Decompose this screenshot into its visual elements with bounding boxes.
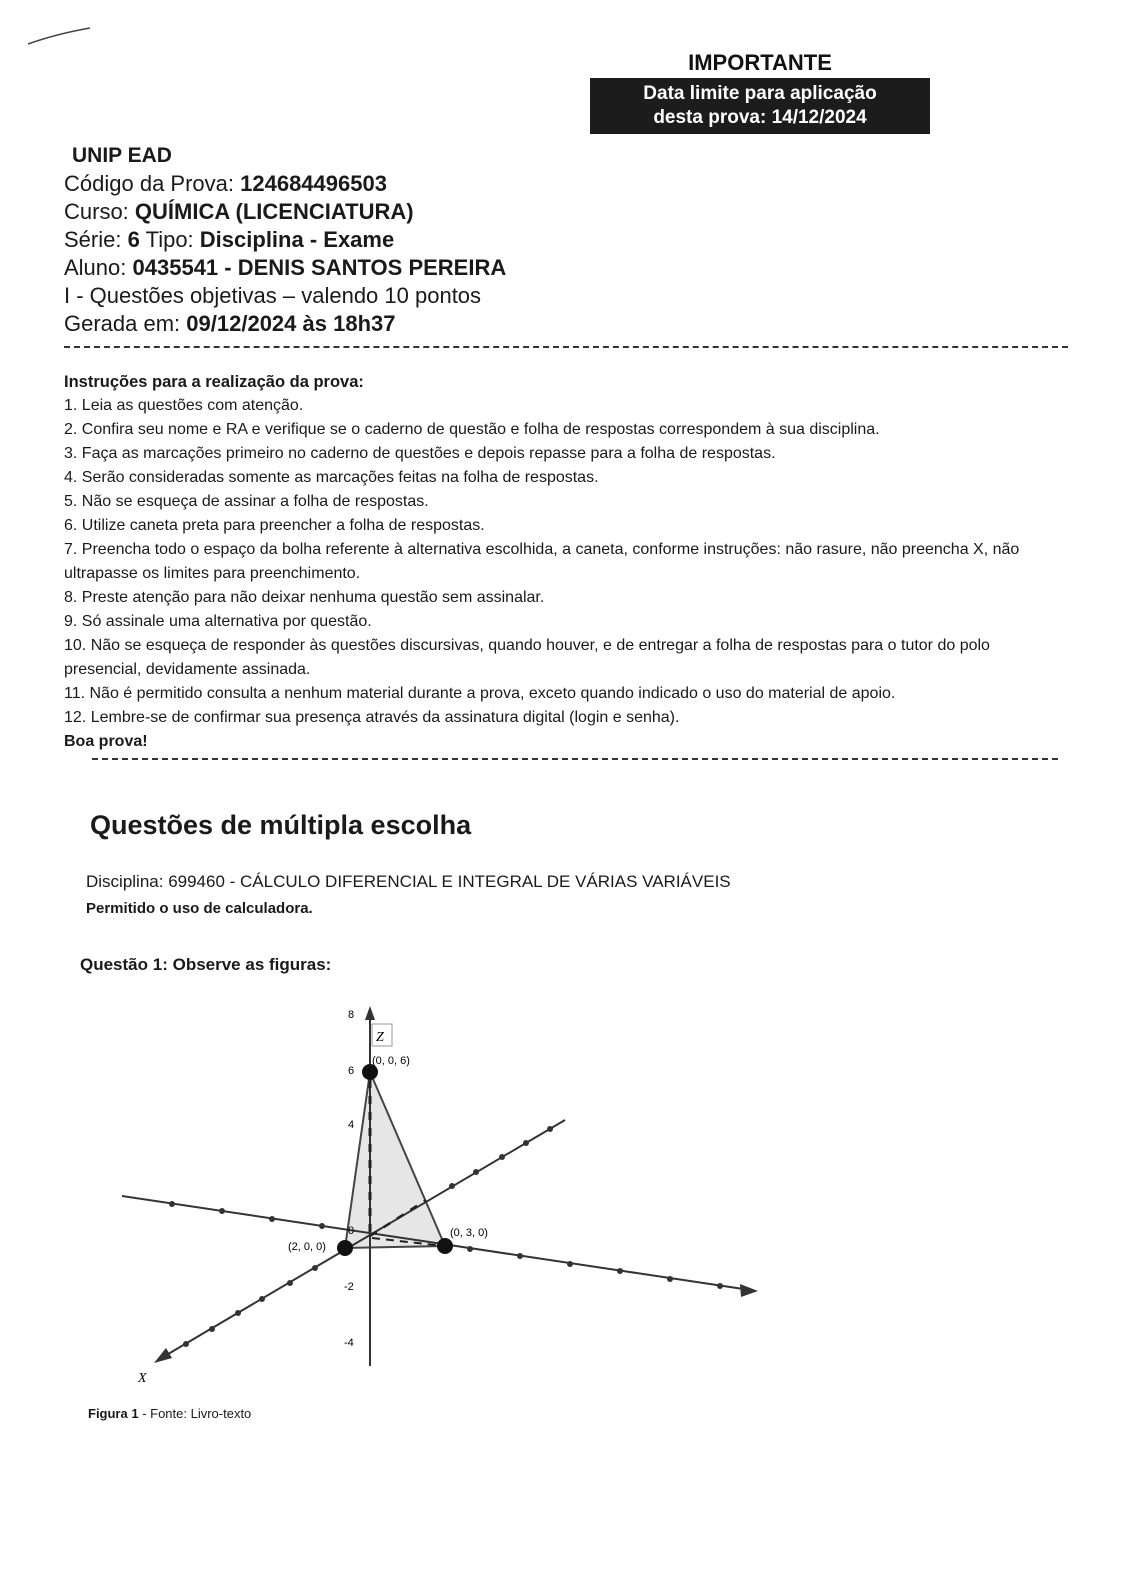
z-axis-arrow bbox=[365, 1006, 375, 1020]
y-axis-arrow bbox=[740, 1284, 758, 1297]
codigo-label: Código da Prova: bbox=[64, 171, 234, 196]
instruction-item: 9. Só assinale uma alternativa por questão. bbox=[64, 613, 372, 630]
instruction-item: 10. Não se esqueça de responder às questões discursivas, quando houver, e de entregar a folha de respostas para o tutor do polo presencial, devidamente assinada. bbox=[64, 637, 990, 678]
questoes-line: I - Questões objetivas – valendo 10 pontos bbox=[64, 283, 482, 308]
instructions bbox=[64, 370, 1064, 754]
importante-notice bbox=[590, 50, 930, 134]
z-tick-minus-4: -4 bbox=[344, 1337, 354, 1349]
instruction-item: 8. Preste atenção para não deixar nenhuma questão sem assinalar. bbox=[64, 589, 545, 606]
deadline-box bbox=[590, 78, 930, 134]
aluno-label: Aluno: bbox=[64, 255, 127, 280]
gerada-label: Gerada em: bbox=[64, 311, 181, 336]
calculadora-line: Permitido o uso de calculadora. bbox=[86, 900, 313, 917]
figure-caption bbox=[88, 1406, 251, 1421]
pen-mark bbox=[26, 22, 96, 52]
instruction-item: 11. Não é permitido consulta a nenhum material durante a prova, exceto quando indicado o uso do material de apoio. bbox=[64, 685, 896, 702]
plane-triangle bbox=[345, 1072, 445, 1248]
z-tick-6: 6 bbox=[348, 1065, 355, 1077]
figure-3d-plane bbox=[110, 1000, 790, 1390]
curso-value: QUÍMICA (LICENCIATURA) bbox=[134, 199, 414, 224]
curso-label: Curso: bbox=[64, 199, 129, 224]
aluno-value: 0435541 - DENIS SANTOS PEREIRA bbox=[132, 255, 507, 280]
y-axis-line bbox=[122, 1196, 750, 1290]
point-y-label: (0, 3, 0) bbox=[450, 1227, 488, 1239]
codigo-line bbox=[64, 170, 506, 198]
instructions-list bbox=[64, 394, 1064, 730]
instructions-title: Instruções para a realização da prova: bbox=[64, 373, 364, 391]
tipo-label: Tipo: bbox=[145, 227, 194, 252]
serie-line bbox=[64, 226, 506, 254]
curso-line bbox=[64, 198, 506, 226]
exam-header bbox=[64, 142, 506, 338]
serie-value: 6 bbox=[127, 227, 140, 252]
point-x-label: (2, 0, 0) bbox=[288, 1241, 326, 1253]
z-axis-label: Z bbox=[376, 1030, 384, 1045]
gerada-value: 09/12/2024 às 18h37 bbox=[186, 311, 396, 336]
instruction-item: 12. Lembre-se de confirmar sua presença através da assinatura digital (login e senha). bbox=[64, 709, 680, 726]
question-label: Questão 1: bbox=[80, 955, 168, 974]
caption-label: Figura 1 bbox=[88, 1406, 139, 1421]
divider-top bbox=[64, 346, 1068, 348]
instruction-item: 5. Não se esqueça de assinar a folha de respostas. bbox=[64, 493, 429, 510]
z-tick-8: 8 bbox=[348, 1009, 355, 1021]
divider-bottom bbox=[92, 758, 1058, 760]
importante-title: IMPORTANTE bbox=[688, 50, 832, 75]
disciplina-line: Disciplina: 699460 - CÁLCULO DIFERENCIAL E INTEGRAL DE VÁRIAS VARIÁVEIS bbox=[86, 872, 731, 891]
z-tick-4: 4 bbox=[348, 1119, 355, 1131]
deadline-line-1: Data limite para aplicação bbox=[643, 83, 877, 104]
serie-label: Série: bbox=[64, 227, 122, 252]
point-x-marker bbox=[337, 1240, 353, 1256]
question-text: Observe as figuras: bbox=[172, 955, 332, 974]
instruction-item: 7. Preencha todo o espaço da bolha referente à alternativa escolhida, a caneta, conforme instruções: não rasure, não preencha X, não ultrapasse os limites para preenchimento. bbox=[64, 541, 1020, 582]
z-tick-minus-2: -2 bbox=[344, 1281, 354, 1293]
instruction-item: 2. Confira seu nome e RA e verifique se o caderno de questão e folha de respostas correspondem à sua disciplina. bbox=[64, 421, 880, 438]
point-z-label: (0, 0, 6) bbox=[372, 1055, 410, 1067]
instruction-item: 1. Leia as questões com atenção. bbox=[64, 397, 304, 414]
institution: UNIP EAD bbox=[72, 144, 172, 167]
instruction-item: 4. Serão consideradas somente as marcações feitas na folha de respostas. bbox=[64, 469, 599, 486]
aluno-line bbox=[64, 254, 506, 282]
point-y-marker bbox=[437, 1238, 453, 1254]
boa-prova: Boa prova! bbox=[64, 733, 148, 750]
x-axis-label: X bbox=[138, 1371, 147, 1386]
gerada-line bbox=[64, 310, 506, 338]
question-heading bbox=[80, 955, 331, 975]
section-title: Questões de múltipla escolha bbox=[90, 810, 472, 840]
deadline-line-2: desta prova: 14/12/2024 bbox=[653, 107, 867, 128]
tipo-value: Disciplina - Exame bbox=[199, 227, 395, 252]
caption-text: - Fonte: Livro-texto bbox=[138, 1406, 252, 1421]
codigo-value: 124684496503 bbox=[240, 171, 387, 196]
instruction-item: 6. Utilize caneta preta para preencher a folha de respostas. bbox=[64, 517, 485, 534]
z-tick-0: 0 bbox=[348, 1225, 355, 1237]
instruction-item: 3. Faça as marcações primeiro no caderno de questões e depois repasse para a folha de respostas. bbox=[64, 445, 776, 462]
x-axis-arrow bbox=[154, 1348, 172, 1363]
